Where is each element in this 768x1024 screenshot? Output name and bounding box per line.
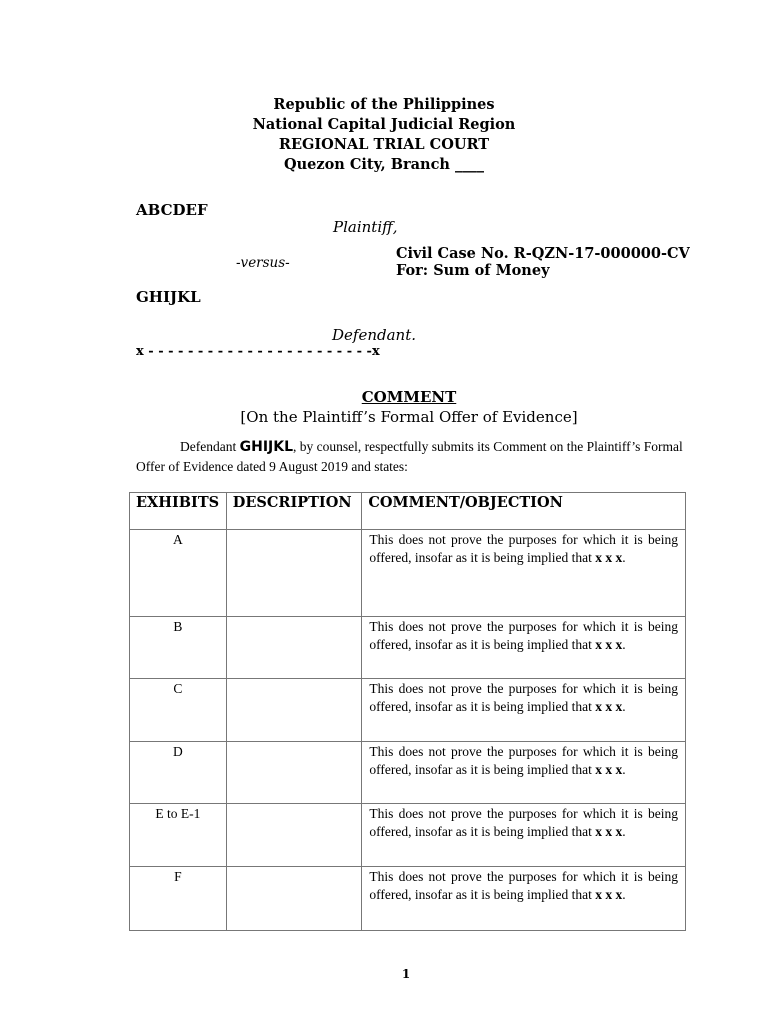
header-comment-objection: COMMENT/OBJECTION bbox=[362, 493, 686, 530]
case-nature: For: Sum of Money bbox=[396, 262, 550, 279]
intro-prefix: Defendant bbox=[180, 439, 240, 454]
defendant-label: Defendant. bbox=[332, 326, 416, 344]
comment-cell: This does not prove the purposes for which it is being offered, insofar as it is being implied that x x x. bbox=[362, 742, 686, 804]
header-exhibits: EXHIBITS bbox=[130, 493, 227, 530]
case-caption bbox=[396, 245, 690, 279]
header-description: DESCRIPTION bbox=[226, 493, 362, 530]
court-header bbox=[0, 95, 768, 175]
description-cell bbox=[226, 530, 362, 617]
description-cell bbox=[226, 804, 362, 867]
exhibit-cell: D bbox=[130, 742, 227, 804]
evidence-table bbox=[129, 492, 686, 931]
title-subtitle: [On the Plaintiff’s Formal Offer of Evidence] bbox=[240, 408, 578, 426]
header-court: REGIONAL TRIAL COURT bbox=[278, 136, 490, 153]
comment-cell: This does not prove the purposes for which it is being offered, insofar as it is being implied that x x x. bbox=[362, 867, 686, 931]
header-republic: Republic of the Philippines bbox=[273, 96, 495, 113]
exhibit-cell: A bbox=[130, 530, 227, 617]
comment-cell: This does not prove the purposes for which it is being offered, insofar as it is being implied that x x x. bbox=[362, 617, 686, 679]
header-region: National Capital Judicial Region bbox=[252, 116, 516, 133]
table-row bbox=[130, 530, 686, 617]
comment-cell: This does not prove the purposes for which it is being offered, insofar as it is being implied that x x x. bbox=[362, 804, 686, 867]
description-cell bbox=[226, 679, 362, 742]
description-cell bbox=[226, 617, 362, 679]
header-branch: Quezon City, Branch ____ bbox=[283, 156, 485, 173]
exhibit-cell: B bbox=[130, 617, 227, 679]
description-cell bbox=[226, 867, 362, 931]
table-row bbox=[130, 617, 686, 679]
caption-separator: x - - - - - - - - - - - - - - - - - - - - - - -x bbox=[136, 344, 380, 359]
table-row bbox=[130, 742, 686, 804]
table-row bbox=[130, 679, 686, 742]
intro-paragraph bbox=[136, 437, 686, 476]
title-comment: COMMENT bbox=[361, 388, 457, 406]
defendant-name: GHIJKL bbox=[136, 288, 201, 306]
case-number: Civil Case No. R-QZN-17-000000-CV bbox=[396, 245, 690, 262]
description-cell bbox=[226, 742, 362, 804]
page-number: 1 bbox=[401, 967, 411, 981]
versus-label: -versus- bbox=[236, 255, 290, 271]
table-header-row bbox=[130, 493, 686, 530]
plaintiff-name: ABCDEF bbox=[136, 201, 208, 219]
document-title bbox=[0, 387, 768, 427]
plaintiff-label: Plaintiff, bbox=[333, 218, 398, 236]
comment-cell: This does not prove the purposes for which it is being offered, insofar as it is being implied that x x x. bbox=[362, 530, 686, 617]
exhibit-cell: C bbox=[130, 679, 227, 742]
exhibit-cell: F bbox=[130, 867, 227, 931]
table-row bbox=[130, 804, 686, 867]
intro-party: GHIJKL bbox=[239, 439, 294, 455]
exhibit-cell: E to E-1 bbox=[130, 804, 227, 867]
comment-cell: This does not prove the purposes for which it is being offered, insofar as it is being implied that x x x. bbox=[362, 679, 686, 742]
intro-rest: , by counsel, respectfully submits its Comment on the Plaintiff’s Formal Offer of Evidence dated 9 August 2019 and states: bbox=[136, 439, 683, 474]
table-row bbox=[130, 867, 686, 931]
